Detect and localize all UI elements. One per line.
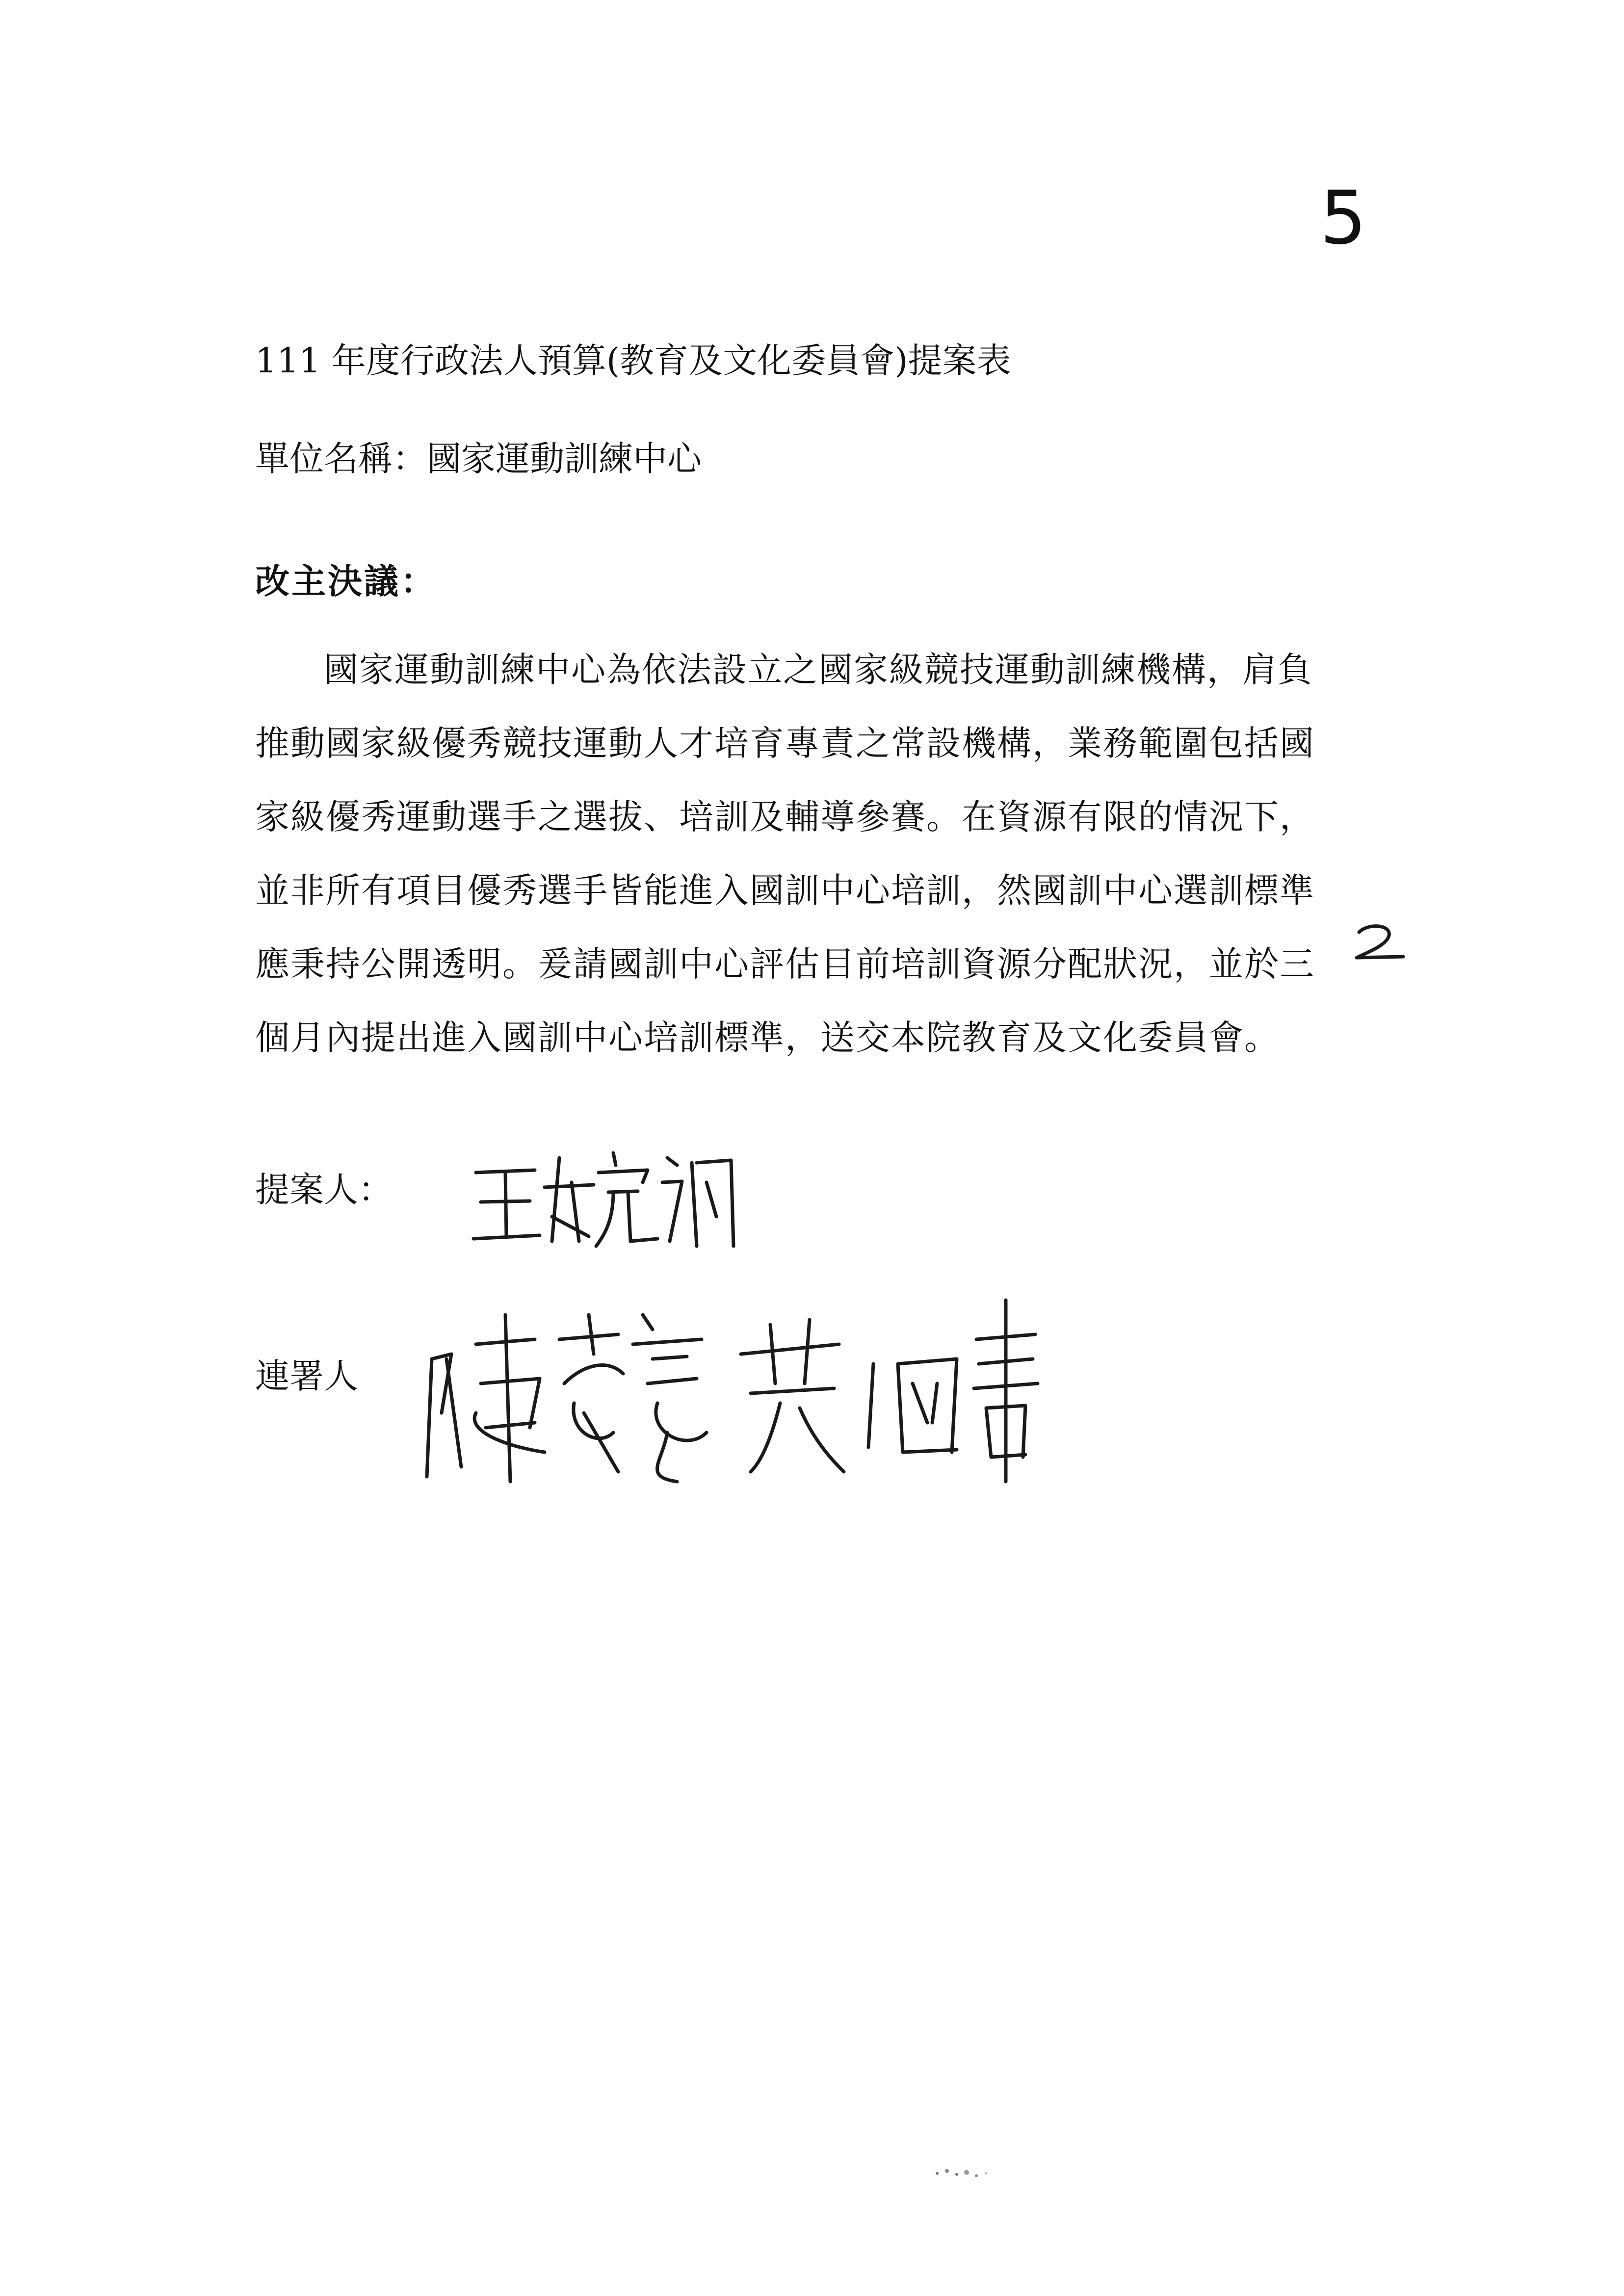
body-line: 個月內提出進入國訓中心培訓標準，送交本院教育及文化委員會。 <box>255 1018 1280 1058</box>
cosigner-label: 連署人 <box>255 1356 358 1396</box>
cosigner-signature-1 <box>412 1285 726 1491</box>
handwritten-correction <box>1339 922 1413 962</box>
scan-smudge <box>917 2159 1016 2188</box>
proposer-signature <box>466 1143 741 1256</box>
body-line: 應秉持公開透明。爰請國訓中心評估目前培訓資源分配狀況，並於三 <box>255 944 1315 984</box>
body-line: 家級優秀運動選手之選拔、培訓及輔導參賽。在資源有限的情況下， <box>255 797 1315 837</box>
page-number: 5 <box>1320 176 1367 261</box>
cosigner-signature-2 <box>731 1285 1045 1491</box>
unit-name-line: 單位名稱：國家運動訓練中心 <box>255 439 702 479</box>
body-line: 國家運動訓練中心為依法設立之國家級競技運動訓練機構，肩負 <box>324 650 1313 690</box>
body-line: 推動國家級優秀競技運動人才培育專責之常設機構，業務範圍包括國 <box>255 723 1315 763</box>
document-title: 111 年度行政法人預算(教育及文化委員會)提案表 <box>255 340 1011 381</box>
body-line: 並非所有項目優秀選手皆能進入國訓中心培訓，然國訓中心選訓標準 <box>255 870 1315 911</box>
proposer-label: 提案人： <box>255 1170 393 1210</box>
resolution-body <box>255 633 1384 1074</box>
section-heading: 改主決議： <box>255 561 437 601</box>
